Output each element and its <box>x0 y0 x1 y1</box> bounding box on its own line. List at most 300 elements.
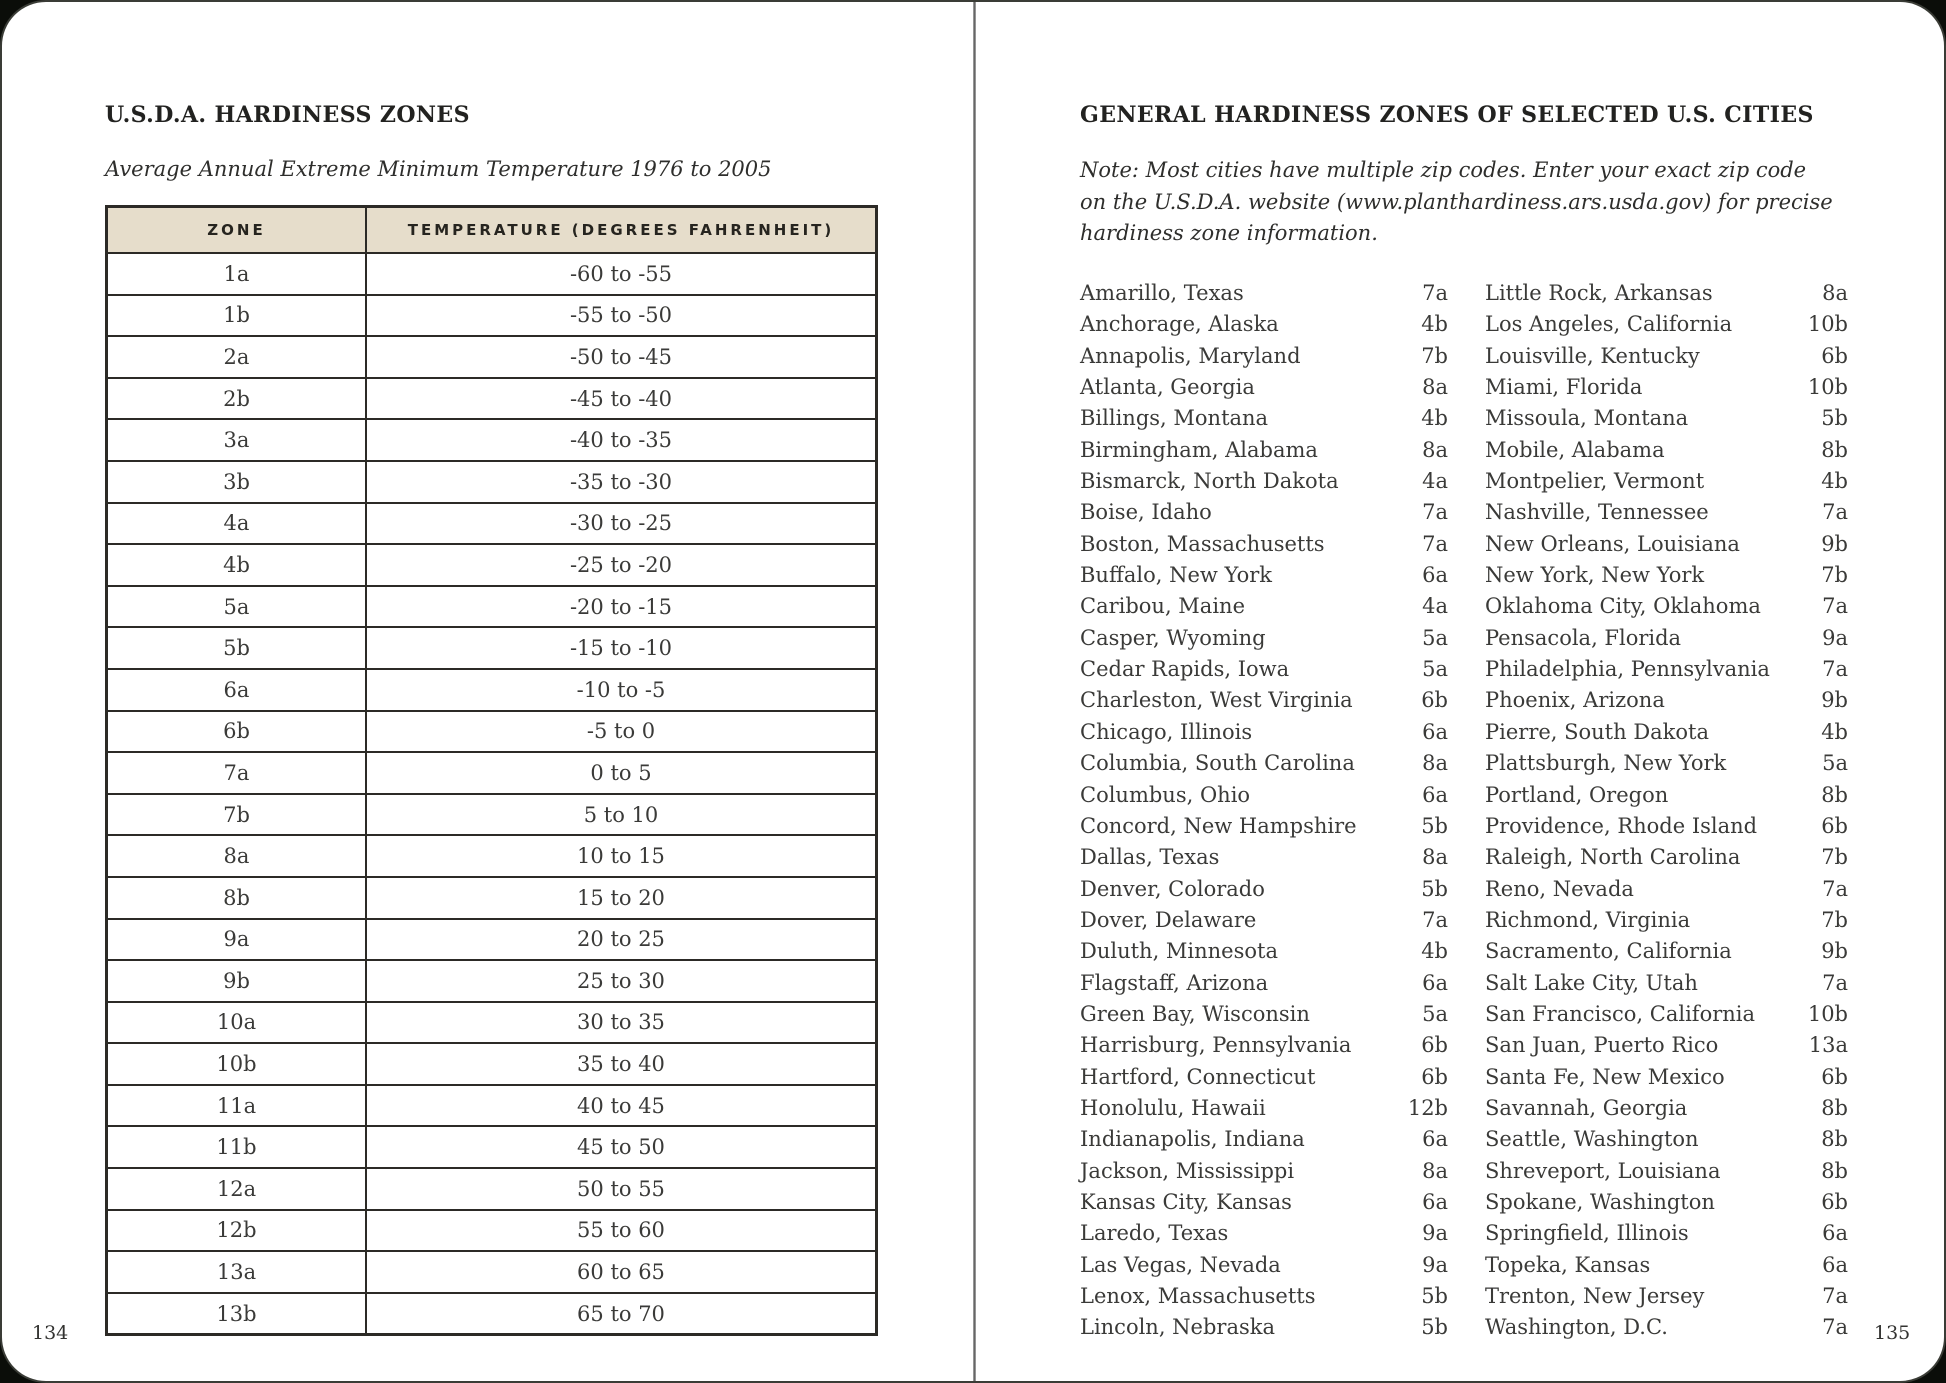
city-name: Montpelier, Vermont <box>1485 469 1705 494</box>
table-row <box>108 710 875 752</box>
zone-cell: 1b <box>223 303 250 328</box>
city-zone: 4b <box>1421 312 1448 337</box>
city-zone: 4b <box>1421 939 1448 964</box>
city-zone: 9a <box>1422 1252 1448 1277</box>
city-name: Billings, Montana <box>1080 406 1269 431</box>
city-zone: 7a <box>1822 657 1848 682</box>
city-zone: 9b <box>1821 939 1848 964</box>
city-name: Pierre, South Dakota <box>1485 719 1710 744</box>
city-name: Columbus, Ohio <box>1080 782 1251 807</box>
city-zone: 13a <box>1808 1033 1848 1058</box>
city-name: Boston, Massachusetts <box>1080 531 1325 556</box>
city-zone: 8b <box>1821 1158 1848 1183</box>
city-name: Denver, Colorado <box>1080 876 1265 901</box>
city-row <box>1485 591 1848 622</box>
right-page-title: GENERAL HARDINESS ZONES OF SELECTED U.S. CITIES <box>1080 102 1814 128</box>
city-name: New Orleans, Louisiana <box>1485 531 1740 556</box>
city-row <box>1485 1124 1848 1155</box>
city-name: Boise, Idaho <box>1080 500 1212 525</box>
city-name: Richmond, Virginia <box>1485 907 1691 932</box>
city-row <box>1080 591 1448 622</box>
city-zone: 7a <box>1422 531 1448 556</box>
city-name: Buffalo, New York <box>1080 563 1273 588</box>
city-name: Bismarck, North Dakota <box>1080 469 1339 494</box>
temperature-cell: 40 to 45 <box>365 1086 875 1126</box>
city-zone: 7a <box>1822 876 1848 901</box>
city-name: Portland, Oregon <box>1485 782 1669 807</box>
city-name: Trenton, New Jersey <box>1485 1284 1705 1308</box>
city-zone: 8a <box>1422 437 1448 462</box>
city-row <box>1080 780 1448 811</box>
zone-cell: 5b <box>223 636 250 661</box>
zone-cell: 7a <box>223 760 250 785</box>
city-zone: 6b <box>1821 1189 1848 1214</box>
city-name: Flagstaff, Arizona <box>1080 970 1269 995</box>
city-name: Annapolis, Maryland <box>1080 343 1301 368</box>
zone-cell: 8b <box>223 885 250 910</box>
city-row <box>1080 999 1448 1030</box>
city-zone: 5a <box>1422 657 1448 682</box>
temperature-cell: 20 to 25 <box>365 920 875 960</box>
temperature-cell: 50 to 55 <box>365 1169 875 1209</box>
city-zone: 8a <box>1422 375 1448 400</box>
table-header-zone: ZONE <box>207 221 266 239</box>
zone-cell: 11b <box>216 1135 257 1160</box>
city-row <box>1485 1062 1848 1093</box>
zone-cell: 12a <box>216 1176 257 1201</box>
city-row <box>1080 529 1448 560</box>
city-row <box>1485 341 1848 372</box>
city-row <box>1485 936 1848 967</box>
table-row <box>108 1001 875 1043</box>
temperature-cell: -20 to -15 <box>365 587 875 627</box>
zone-cell: 5a <box>223 594 250 619</box>
table-row <box>108 1084 875 1126</box>
temperature-cell: 30 to 35 <box>365 1003 875 1043</box>
city-zone: 5a <box>1422 625 1448 650</box>
city-zone: 8b <box>1821 1095 1848 1120</box>
city-zone: 8a <box>1422 845 1448 870</box>
table-row <box>108 626 875 668</box>
city-row <box>1080 1281 1448 1312</box>
table-row <box>108 1250 875 1292</box>
zone-cell: 10b <box>216 1052 257 1077</box>
city-zone: 8b <box>1821 1127 1848 1152</box>
city-row <box>1080 748 1448 779</box>
city-name: Spokane, Washington <box>1485 1189 1715 1214</box>
hardiness-zone-table <box>105 205 878 1336</box>
table-row <box>108 1292 875 1334</box>
city-name: Kansas City, Kansas <box>1080 1189 1292 1214</box>
city-name: Seattle, Washington <box>1485 1127 1699 1152</box>
note-line: on the U.S.D.A. website (www.planthardiness.ars.usda.gov) for precise <box>1080 189 1833 214</box>
city-zone: 6b <box>1421 688 1448 713</box>
city-row <box>1485 1312 1848 1343</box>
city-zone: 8b <box>1821 782 1848 807</box>
city-zone: 5b <box>1421 876 1448 901</box>
city-row <box>1080 685 1448 716</box>
city-row <box>1080 372 1448 403</box>
city-name: Raleigh, North Carolina <box>1485 845 1741 870</box>
city-row <box>1485 999 1848 1030</box>
city-row <box>1080 1062 1448 1093</box>
city-zone: 6a <box>1422 563 1448 588</box>
city-name: Honolulu, Hawaii <box>1080 1095 1266 1120</box>
temperature-cell: -5 to 0 <box>365 712 875 752</box>
city-name: Washington, D.C. <box>1485 1315 1668 1340</box>
city-name: Savannah, Georgia <box>1485 1095 1688 1120</box>
zone-cell: 10a <box>216 1010 257 1035</box>
city-row <box>1485 1093 1848 1124</box>
city-row <box>1080 1156 1448 1187</box>
city-zone: 6b <box>1821 343 1848 368</box>
zone-cell: 2a <box>223 344 250 369</box>
city-row <box>1485 1250 1848 1281</box>
city-zone: 9a <box>1822 625 1848 650</box>
city-name: Shreveport, Louisiana <box>1485 1158 1721 1183</box>
city-name: Miami, Florida <box>1485 375 1643 400</box>
table-header-row <box>108 208 875 252</box>
city-zone: 9b <box>1821 531 1848 556</box>
zone-cell: 6b <box>223 719 250 744</box>
temperature-cell: -30 to -25 <box>365 504 875 544</box>
city-zone: 8a <box>1422 751 1448 776</box>
city-zone: 7a <box>1822 1284 1848 1308</box>
city-zone: 7a <box>1822 1315 1848 1340</box>
city-name: Indianapolis, Indiana <box>1080 1127 1305 1152</box>
city-zone: 8a <box>1422 1158 1448 1183</box>
city-row <box>1080 1030 1448 1061</box>
city-row <box>1485 654 1848 685</box>
city-name: Plattsburgh, New York <box>1485 751 1727 776</box>
city-row <box>1080 309 1448 340</box>
zone-cell: 4b <box>223 552 250 577</box>
city-zone: 5b <box>1421 1315 1448 1340</box>
city-row <box>1080 811 1448 842</box>
city-name: Chicago, Illinois <box>1080 719 1253 744</box>
table-row <box>108 502 875 544</box>
city-name: Salt Lake City, Utah <box>1485 970 1698 995</box>
zone-cell: 8a <box>223 844 250 869</box>
city-zone: 4a <box>1422 594 1448 619</box>
zone-cell: 7b <box>223 802 250 827</box>
city-zone: 6a <box>1422 719 1448 744</box>
city-name: Pensacola, Florida <box>1485 625 1682 650</box>
city-row <box>1485 497 1848 528</box>
city-name: Topeka, Kansas <box>1485 1252 1651 1277</box>
city-row <box>1080 1187 1448 1218</box>
city-name: Las Vegas, Nevada <box>1080 1252 1281 1277</box>
city-name: Charleston, West Virginia <box>1080 688 1353 713</box>
city-row <box>1485 403 1848 434</box>
temperature-cell: 10 to 15 <box>365 836 875 876</box>
zone-cell: 12b <box>216 1218 257 1243</box>
city-name: Hartford, Connecticut <box>1080 1064 1316 1089</box>
city-zone: 4a <box>1422 469 1448 494</box>
temperature-cell: 0 to 5 <box>365 753 875 793</box>
city-name: Lenox, Massachusetts <box>1080 1284 1316 1308</box>
city-name: Duluth, Minnesota <box>1080 939 1278 964</box>
temperature-cell: 55 to 60 <box>365 1211 875 1251</box>
city-row <box>1485 623 1848 654</box>
city-row <box>1485 560 1848 591</box>
zone-cell: 3a <box>223 428 250 453</box>
city-name: Santa Fe, New Mexico <box>1485 1064 1725 1089</box>
city-zone: 4b <box>1821 719 1848 744</box>
city-row <box>1485 1281 1848 1312</box>
table-row <box>108 834 875 876</box>
table-row <box>108 377 875 419</box>
city-name: New York, New York <box>1485 563 1705 588</box>
city-row <box>1485 748 1848 779</box>
note-line: hardiness zone information. <box>1080 221 1378 245</box>
table-row <box>108 294 875 336</box>
city-row <box>1485 1030 1848 1061</box>
city-row <box>1080 936 1448 967</box>
table-row <box>108 335 875 377</box>
city-zone: 6a <box>1822 1221 1848 1246</box>
city-name: Anchorage, Alaska <box>1080 312 1279 337</box>
city-zone: 6b <box>1821 1064 1848 1089</box>
city-zone: 6a <box>1422 1127 1448 1152</box>
city-name: Birmingham, Alabama <box>1080 437 1318 462</box>
page-gutter-divider <box>973 2 976 1381</box>
city-name: Los Angeles, California <box>1485 312 1733 337</box>
city-name: Oklahoma City, Oklahoma <box>1485 594 1761 619</box>
city-name: Little Rock, Arkansas <box>1485 281 1713 305</box>
page-number-right: 135 <box>1874 1322 1911 1344</box>
city-zone: 7a <box>1822 594 1848 619</box>
cities-column-1 <box>1080 278 1448 1344</box>
zone-cell: 11a <box>216 1093 257 1118</box>
zone-cell: 4a <box>223 511 250 536</box>
city-zone: 12b <box>1407 1095 1448 1120</box>
temperature-cell: 5 to 10 <box>365 795 875 835</box>
zone-cell: 1a <box>223 261 250 286</box>
city-zone: 8b <box>1821 437 1848 462</box>
city-row <box>1485 278 1848 309</box>
zone-cell: 3b <box>223 469 250 494</box>
city-name: Amarillo, Texas <box>1080 281 1244 305</box>
city-row <box>1080 435 1448 466</box>
right-page-note <box>1080 155 1890 250</box>
city-row <box>1080 623 1448 654</box>
city-name: Jackson, Mississippi <box>1080 1158 1295 1183</box>
city-zone: 5b <box>1821 406 1848 431</box>
table-row <box>108 959 875 1001</box>
temperature-cell: -50 to -45 <box>365 337 875 377</box>
city-zone: 7b <box>1821 563 1848 588</box>
zone-cell: 13b <box>216 1301 257 1326</box>
city-name: Green Bay, Wisconsin <box>1080 1001 1310 1026</box>
city-zone: 5a <box>1422 1001 1448 1026</box>
city-row <box>1080 1093 1448 1124</box>
table-row <box>108 1042 875 1084</box>
table-body <box>108 252 875 1333</box>
table-header-temperature: TEMPERATURE (DEGREES FAHRENHEIT) <box>365 208 875 252</box>
zone-cell: 9b <box>223 968 250 993</box>
city-zone: 10b <box>1807 1001 1848 1026</box>
city-name: Atlanta, Georgia <box>1080 375 1255 400</box>
left-page-subtitle: Average Annual Extreme Minimum Temperature 1976 to 2005 <box>105 157 772 181</box>
city-name: Springfield, Illinois <box>1485 1221 1689 1246</box>
city-name: Caribou, Maine <box>1080 594 1245 619</box>
city-zone: 7a <box>1422 500 1448 525</box>
city-row <box>1485 466 1848 497</box>
city-row <box>1080 654 1448 685</box>
city-row <box>1485 905 1848 936</box>
city-zone: 10b <box>1807 375 1848 400</box>
temperature-cell: -45 to -40 <box>365 379 875 419</box>
city-zone: 7b <box>1421 343 1448 368</box>
table-row <box>108 876 875 918</box>
city-name: San Francisco, California <box>1485 1001 1756 1026</box>
city-row <box>1485 529 1848 560</box>
city-zone: 5a <box>1822 751 1848 776</box>
city-zone: 7b <box>1821 907 1848 932</box>
city-row <box>1485 372 1848 403</box>
zone-cell: 2b <box>223 386 250 411</box>
table-row <box>108 1125 875 1167</box>
table-row <box>108 668 875 710</box>
city-row <box>1080 874 1448 905</box>
city-name: Nashville, Tennessee <box>1485 500 1709 525</box>
city-zone: 9a <box>1422 1221 1448 1246</box>
city-name: Casper, Wyoming <box>1080 625 1266 650</box>
city-zone: 5b <box>1421 1284 1448 1308</box>
city-zone: 6a <box>1422 1189 1448 1214</box>
city-zone: 6b <box>1821 813 1848 838</box>
temperature-cell: 45 to 50 <box>365 1127 875 1167</box>
table-row <box>108 252 875 294</box>
city-row <box>1485 842 1848 873</box>
temperature-cell: 25 to 30 <box>365 961 875 1001</box>
city-row <box>1080 1312 1448 1343</box>
city-row <box>1080 1250 1448 1281</box>
city-row <box>1080 1124 1448 1155</box>
city-row <box>1080 560 1448 591</box>
left-page <box>2 2 975 1383</box>
city-zone: 7a <box>1822 500 1848 525</box>
temperature-cell: -60 to -55 <box>365 254 875 294</box>
city-row <box>1485 685 1848 716</box>
city-zone: 7a <box>1422 907 1448 932</box>
cities-column-2 <box>1485 278 1848 1344</box>
city-row <box>1080 905 1448 936</box>
temperature-cell: -25 to -20 <box>365 545 875 585</box>
city-name: Missoula, Montana <box>1485 406 1689 431</box>
city-row <box>1485 811 1848 842</box>
city-zone: 7b <box>1821 845 1848 870</box>
city-row <box>1485 717 1848 748</box>
table-row <box>108 1209 875 1251</box>
temperature-cell: 60 to 65 <box>365 1252 875 1292</box>
table-row <box>108 585 875 627</box>
city-zone: 6a <box>1822 1252 1848 1277</box>
city-zone: 6b <box>1421 1064 1448 1089</box>
city-name: Phoenix, Arizona <box>1485 688 1665 713</box>
page-number-left: 134 <box>32 1322 69 1344</box>
table-row <box>108 418 875 460</box>
city-row <box>1485 780 1848 811</box>
city-zone: 6b <box>1421 1033 1448 1058</box>
table-row <box>108 460 875 502</box>
city-row <box>1485 309 1848 340</box>
city-name: Cedar Rapids, Iowa <box>1080 657 1290 682</box>
table-row <box>108 751 875 793</box>
zone-cell: 6a <box>223 677 250 702</box>
city-row <box>1485 1156 1848 1187</box>
zone-cell: 13a <box>216 1260 257 1285</box>
city-zone: 10b <box>1807 312 1848 337</box>
city-row <box>1485 435 1848 466</box>
city-row <box>1080 466 1448 497</box>
table-row <box>108 1167 875 1209</box>
temperature-cell: -10 to -5 <box>365 670 875 710</box>
city-zone: 8a <box>1822 281 1848 305</box>
temperature-cell: 65 to 70 <box>365 1294 875 1334</box>
city-name: Concord, New Hampshire <box>1080 813 1357 838</box>
city-row <box>1485 874 1848 905</box>
city-zone: 6a <box>1422 782 1448 807</box>
right-page <box>975 2 1946 1383</box>
city-name: Sacramento, California <box>1485 939 1732 964</box>
temperature-cell: -55 to -50 <box>365 296 875 336</box>
temperature-cell: -35 to -30 <box>365 462 875 502</box>
table-row <box>108 793 875 835</box>
city-name: Mobile, Alabama <box>1485 437 1665 462</box>
city-row <box>1080 717 1448 748</box>
city-row <box>1080 1218 1448 1249</box>
city-zone: 9b <box>1821 688 1848 713</box>
city-name: Laredo, Texas <box>1080 1221 1229 1246</box>
temperature-cell: 15 to 20 <box>365 878 875 918</box>
temperature-cell: -40 to -35 <box>365 420 875 460</box>
city-row <box>1080 341 1448 372</box>
table-row <box>108 543 875 585</box>
city-name: Louisville, Kentucky <box>1485 343 1700 368</box>
city-zone: 6a <box>1422 970 1448 995</box>
city-row <box>1080 278 1448 309</box>
city-name: Dover, Delaware <box>1080 907 1257 932</box>
city-row <box>1485 1218 1848 1249</box>
temperature-cell: 35 to 40 <box>365 1044 875 1084</box>
city-name: Reno, Nevada <box>1485 876 1634 901</box>
table-row <box>108 918 875 960</box>
temperature-cell: -15 to -10 <box>365 628 875 668</box>
city-name: Columbia, South Carolina <box>1080 751 1355 776</box>
city-row <box>1080 968 1448 999</box>
zone-cell: 9a <box>223 927 250 952</box>
left-page-title: U.S.D.A. HARDINESS ZONES <box>105 102 470 128</box>
city-name: San Juan, Puerto Rico <box>1485 1033 1719 1058</box>
city-row <box>1080 497 1448 528</box>
city-name: Lincoln, Nebraska <box>1080 1315 1276 1340</box>
city-zone: 7a <box>1822 970 1848 995</box>
city-row <box>1485 968 1848 999</box>
city-zone: 4b <box>1821 469 1848 494</box>
city-name: Harrisburg, Pennsylvania <box>1080 1033 1352 1058</box>
city-row <box>1080 842 1448 873</box>
city-zone: 5b <box>1421 813 1448 838</box>
city-name: Providence, Rhode Island <box>1485 813 1758 838</box>
note-line: Note: Most cities have multiple zip codes. Enter your exact zip code <box>1080 158 1807 182</box>
city-zone: 7a <box>1422 281 1448 305</box>
city-name: Dallas, Texas <box>1080 845 1220 870</box>
city-row <box>1485 1187 1848 1218</box>
city-name: Philadelphia, Pennsylvania <box>1485 657 1770 682</box>
city-zone: 4b <box>1421 406 1448 431</box>
